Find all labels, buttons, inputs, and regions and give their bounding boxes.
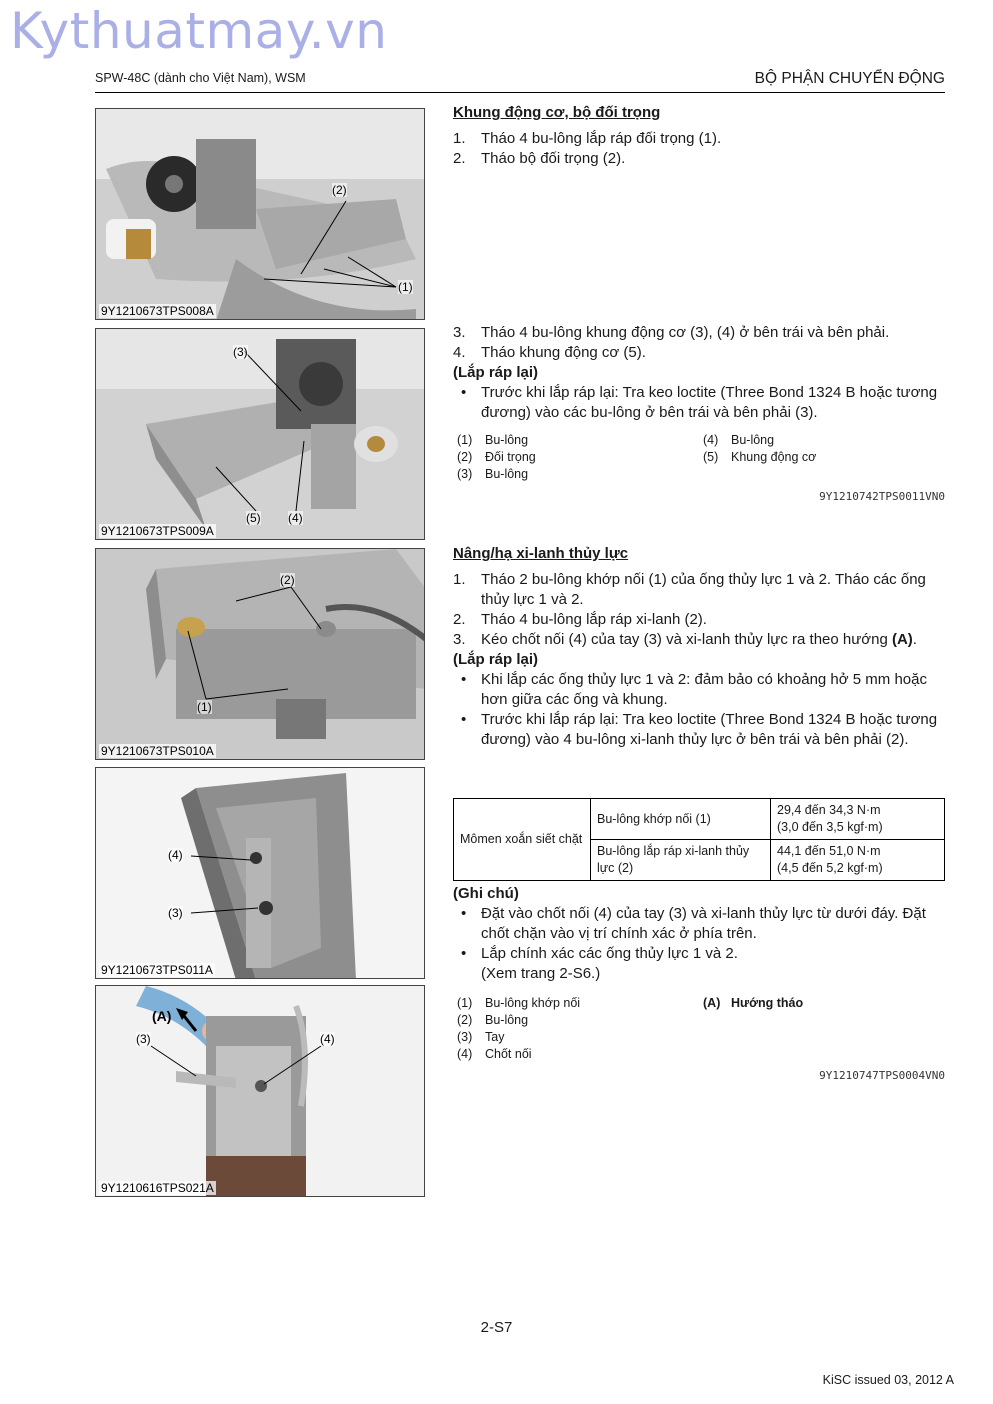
callout-1: (1) bbox=[197, 700, 212, 714]
callout-3: (3) bbox=[136, 1032, 151, 1046]
legend-item: (3) Bu-lông bbox=[457, 467, 529, 481]
page-number: 2-S7 bbox=[480, 1319, 513, 1336]
legend-section1 bbox=[457, 432, 945, 487]
torque-value: 44,1 đến 51,0 N·m (4,5 đến 5,2 kgf·m) bbox=[771, 840, 945, 881]
photo-caption: 9Y1210673TPS010A bbox=[101, 744, 214, 758]
section-engine-frame-cont bbox=[453, 323, 945, 423]
legend-item: (A) Hướng tháo bbox=[703, 996, 804, 1010]
header-section-title: BỘ PHẬN CHUYỂN ĐỘNG bbox=[754, 70, 945, 87]
bullet-item: • Trước khi lắp ráp lại: Tra keo loctite (Three Bond 1324 B hoặc tương đương) vào 4 bu-lông xi-lanh thủy lực ở bên trái và bên phải (2). bbox=[461, 711, 938, 748]
step: 2. Tháo bộ đối trọng (2). bbox=[453, 150, 626, 167]
step: 4. Tháo khung động cơ (5). bbox=[453, 344, 646, 361]
step: 2. Tháo 4 bu-lông lắp ráp xi-lanh (2). bbox=[453, 611, 707, 628]
header-rule bbox=[95, 92, 945, 93]
torque-label: Mômen xoắn siết chặt bbox=[454, 799, 591, 881]
legend-section2 bbox=[457, 995, 945, 1065]
legend-item: (2) Bu-lông bbox=[457, 1013, 529, 1027]
callout-4: (4) bbox=[320, 1032, 335, 1046]
legend-item: (4) Chốt nối bbox=[457, 1047, 532, 1061]
step: 1. Tháo 4 bu-lông lắp ráp đối trọng (1). bbox=[453, 130, 722, 147]
header-manual-title: SPW-48C (dành cho Việt Nam), WSM bbox=[95, 71, 306, 85]
reference-code: 9Y1210742TPS0011VN0 bbox=[819, 490, 945, 503]
legend-item: (5) Khung động cơ bbox=[703, 450, 817, 464]
step: 1. Tháo 2 bu-lông khớp nối (1) của ống thủy lực 1 và 2. Tháo các ống thủy lực 1 và 2. bbox=[453, 571, 926, 608]
legend-item: (4) Bu-lông bbox=[703, 433, 775, 447]
photo-caption: 9Y1210673TPS009A bbox=[101, 524, 214, 538]
callout-4: (4) bbox=[168, 848, 183, 862]
step: 3. Tháo 4 bu-lông khung động cơ (3), (4) ở bên trái và bên phải. bbox=[453, 324, 890, 341]
bullet-item: • Lắp chính xác các ống thủy lực 1 và 2. (Xem trang 2-S6.) bbox=[461, 945, 738, 982]
photo-engine-frame bbox=[95, 328, 425, 540]
section-title: Nâng/hạ xi-lanh thủy lực bbox=[453, 545, 629, 562]
legend-item: (1) Bu-lông khớp nối bbox=[457, 996, 581, 1010]
legend-item: (1) Bu-lông bbox=[457, 433, 529, 447]
note-heading: (Ghi chú) bbox=[453, 885, 519, 902]
section-engine-frame bbox=[453, 103, 945, 169]
photo-counterweight bbox=[95, 108, 425, 320]
torque-item: Bu-lông khớp nối (1) bbox=[591, 799, 771, 840]
torque-table bbox=[453, 798, 945, 881]
reassembly-heading: (Lắp ráp lại) bbox=[453, 364, 539, 381]
callout-4: (4) bbox=[288, 511, 303, 525]
torque-item: Bu-lông lắp ráp xi-lanh thủy lực (2) bbox=[591, 840, 771, 881]
photo-pull-cylinder bbox=[95, 985, 425, 1197]
legend-item: (3) Tay bbox=[457, 1030, 505, 1044]
bullet-item: • Khi lắp các ống thủy lực 1 và 2: đảm bảo có khoảng hở 5 mm hoặc hơn giữa các ống và khung. bbox=[461, 671, 927, 708]
callout-2: (2) bbox=[332, 183, 347, 197]
bullet-item: • Đặt vào chốt nối (4) của tay (3) và xi-lanh thủy lực từ dưới đáy. Đặt chốt chặn vào vị trí chính xác ở phía trên. bbox=[461, 905, 926, 942]
reference-code: 9Y1210747TPS0004VN0 bbox=[819, 1069, 945, 1082]
step: 3. Kéo chốt nối (4) của tay (3) và xi-lanh thủy lực ra theo hướng (A). bbox=[453, 631, 917, 648]
callout-5: (5) bbox=[246, 511, 261, 525]
watermark: Kythuatmay.vn bbox=[10, 2, 388, 60]
bullet-item: • Trước khi lắp ráp lại: Tra keo loctite (Three Bond 1324 B hoặc tương đương) vào các bu-lông ở bên trái và bên phải (3). bbox=[461, 384, 938, 421]
photo-caption: 9Y1210616TPS021A bbox=[101, 1181, 214, 1195]
callout-3: (3) bbox=[168, 906, 183, 920]
torque-value: 29,4 đến 34,3 N·m (3,0 đến 3,5 kgf·m) bbox=[771, 799, 945, 840]
photo-hydraulic-hoses bbox=[95, 548, 425, 760]
photo-arm-pin bbox=[95, 767, 425, 979]
section-title: Khung động cơ, bộ đối trọng bbox=[453, 104, 661, 121]
photo-caption: 9Y1210673TPS008A bbox=[101, 304, 214, 318]
callout-1: (1) bbox=[398, 280, 413, 294]
legend-item: (2) Đối trọng bbox=[457, 450, 536, 464]
callout-direction-a: (A) bbox=[152, 1008, 172, 1024]
section-notes bbox=[453, 884, 945, 984]
issue-note: KiSC issued 03, 2012 A bbox=[822, 1373, 954, 1387]
callout-2: (2) bbox=[280, 573, 295, 587]
reassembly-heading: (Lắp ráp lại) bbox=[453, 651, 539, 668]
photo-caption: 9Y1210673TPS011A bbox=[101, 963, 213, 977]
callout-3: (3) bbox=[233, 345, 248, 359]
section-hydraulic-cylinder bbox=[453, 544, 945, 750]
